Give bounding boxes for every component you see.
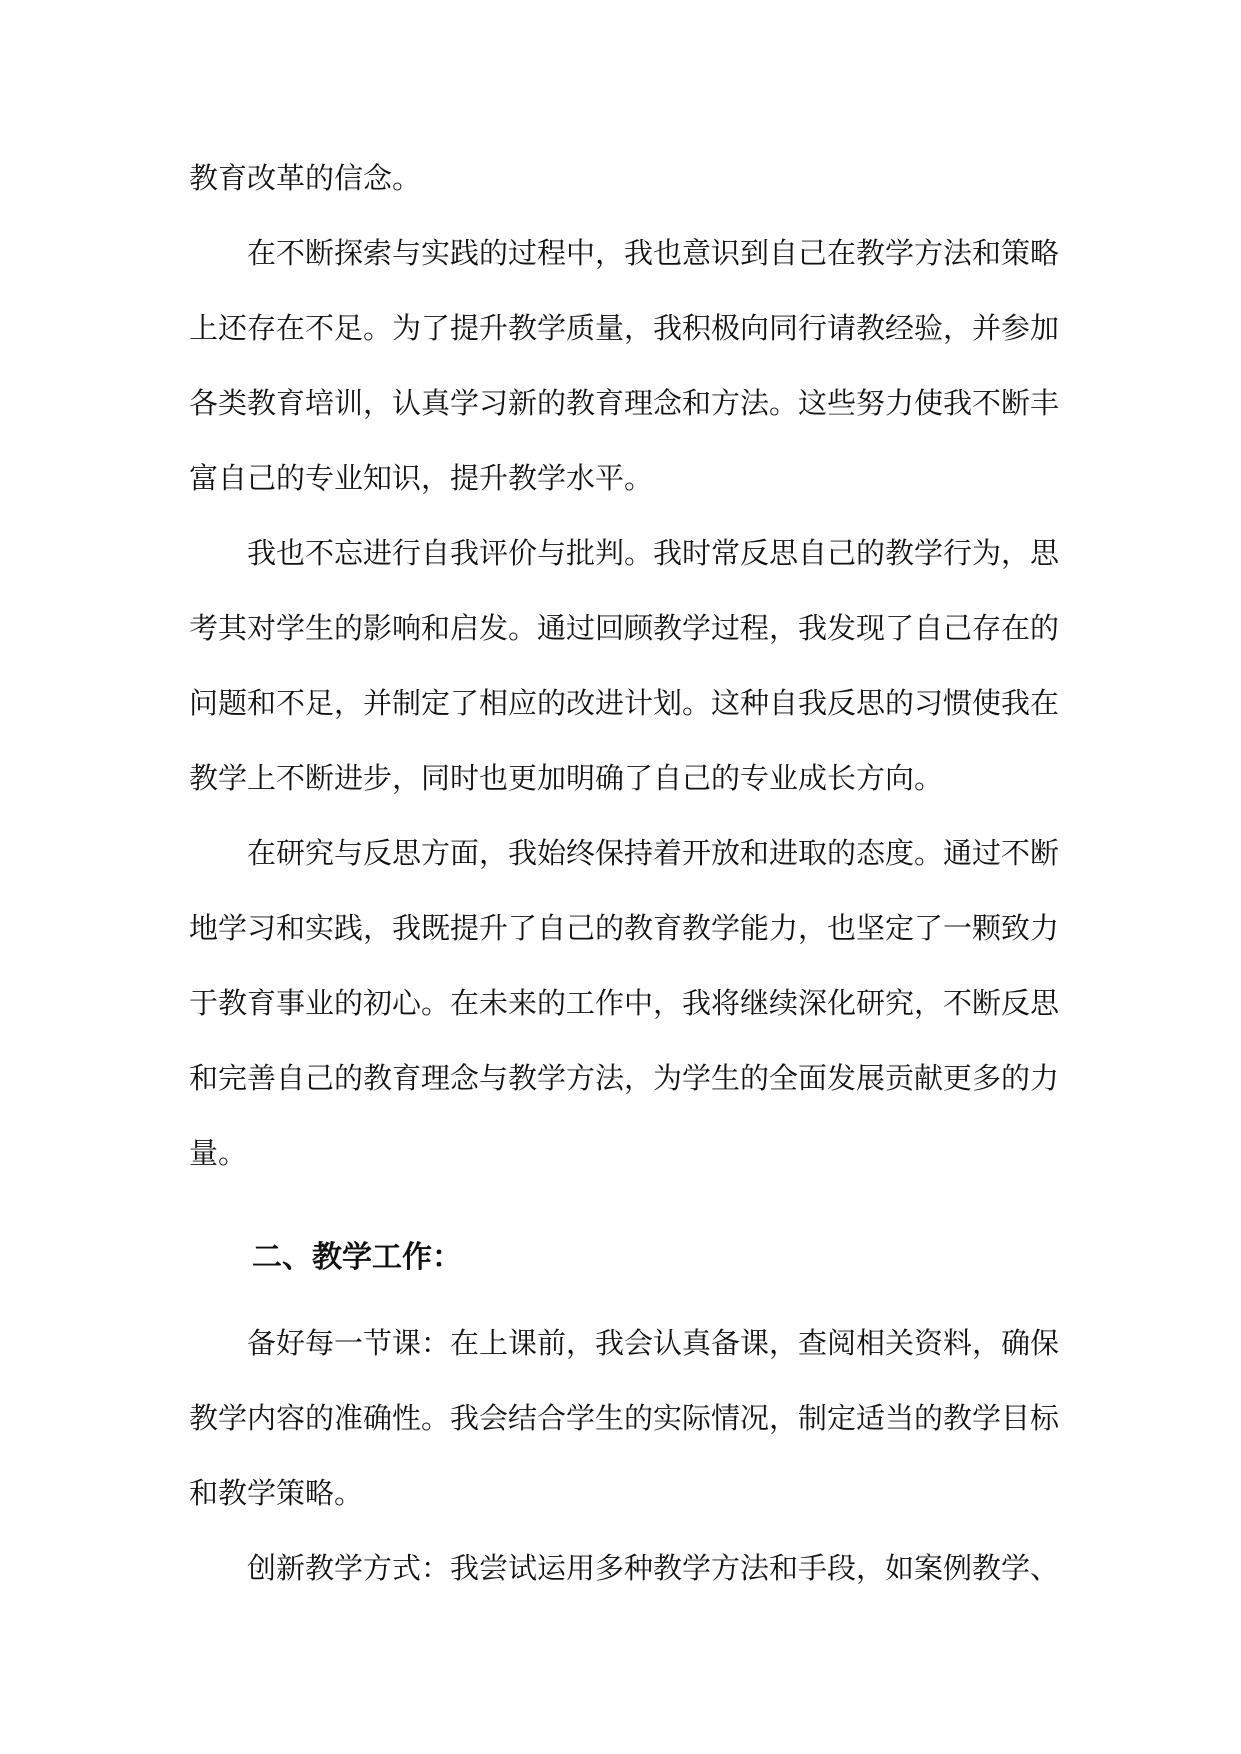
text-line: 地学习和实践，我既提升了自己的教育教学能力，也坚定了一颗致力	[189, 911, 1060, 945]
text-line: 我也不忘进行自我评价与批判。我时常反思自己的教学行为，思	[247, 536, 1060, 570]
text-line: 问题和不足，并制定了相应的改进计划。这种自我反思的习惯使我在	[189, 686, 1060, 720]
text-line: 考其对学生的影响和启发。通过回顾教学过程，我发现了自己存在的	[189, 611, 1060, 645]
text-line: 在不断探索与实践的过程中，我也意识到自己在教学方法和策略	[247, 236, 1060, 270]
text-line: 在研究与反思方面，我始终保持着开放和进取的态度。通过不断	[247, 836, 1060, 870]
text-line: 富自己的专业知识，提升教学水平。	[189, 461, 654, 495]
body-text-bottom	[189, 1306, 1059, 1606]
text-line: 备好每一节课：在上课前，我会认真备课，查阅相关资料，确保	[247, 1326, 1060, 1360]
text-line: 和完善自己的教育理念与教学方法，为学生的全面发展贡献更多的力	[189, 1061, 1060, 1095]
text-line: 教学上不断进步，同时也更加明确了自己的专业成长方向。	[189, 761, 944, 795]
text-line: 各类教育培训，认真学习新的教育理念和方法。这些努力使我不断丰	[189, 386, 1060, 420]
text-line: 教育改革的信念。	[189, 161, 422, 195]
text-line: 和教学策略。	[189, 1476, 364, 1510]
body-text-top	[189, 141, 1059, 1191]
text-line: 教学内容的准确性。我会结合学生的实际情况，制定适当的教学目标	[189, 1401, 1060, 1435]
text-line: 创新教学方式：我尝试运用多种教学方法和手段，如案例教学、	[247, 1551, 1060, 1585]
text-line: 上还存在不足。为了提升教学质量，我积极向同行请教经验，并参加	[189, 311, 1060, 345]
section-heading: 二、教学工作：	[252, 1240, 462, 1275]
text-line: 于教育事业的初心。在未来的工作中，我将继续深化研究，不断反思	[189, 986, 1060, 1020]
text-line: 量。	[189, 1136, 248, 1170]
